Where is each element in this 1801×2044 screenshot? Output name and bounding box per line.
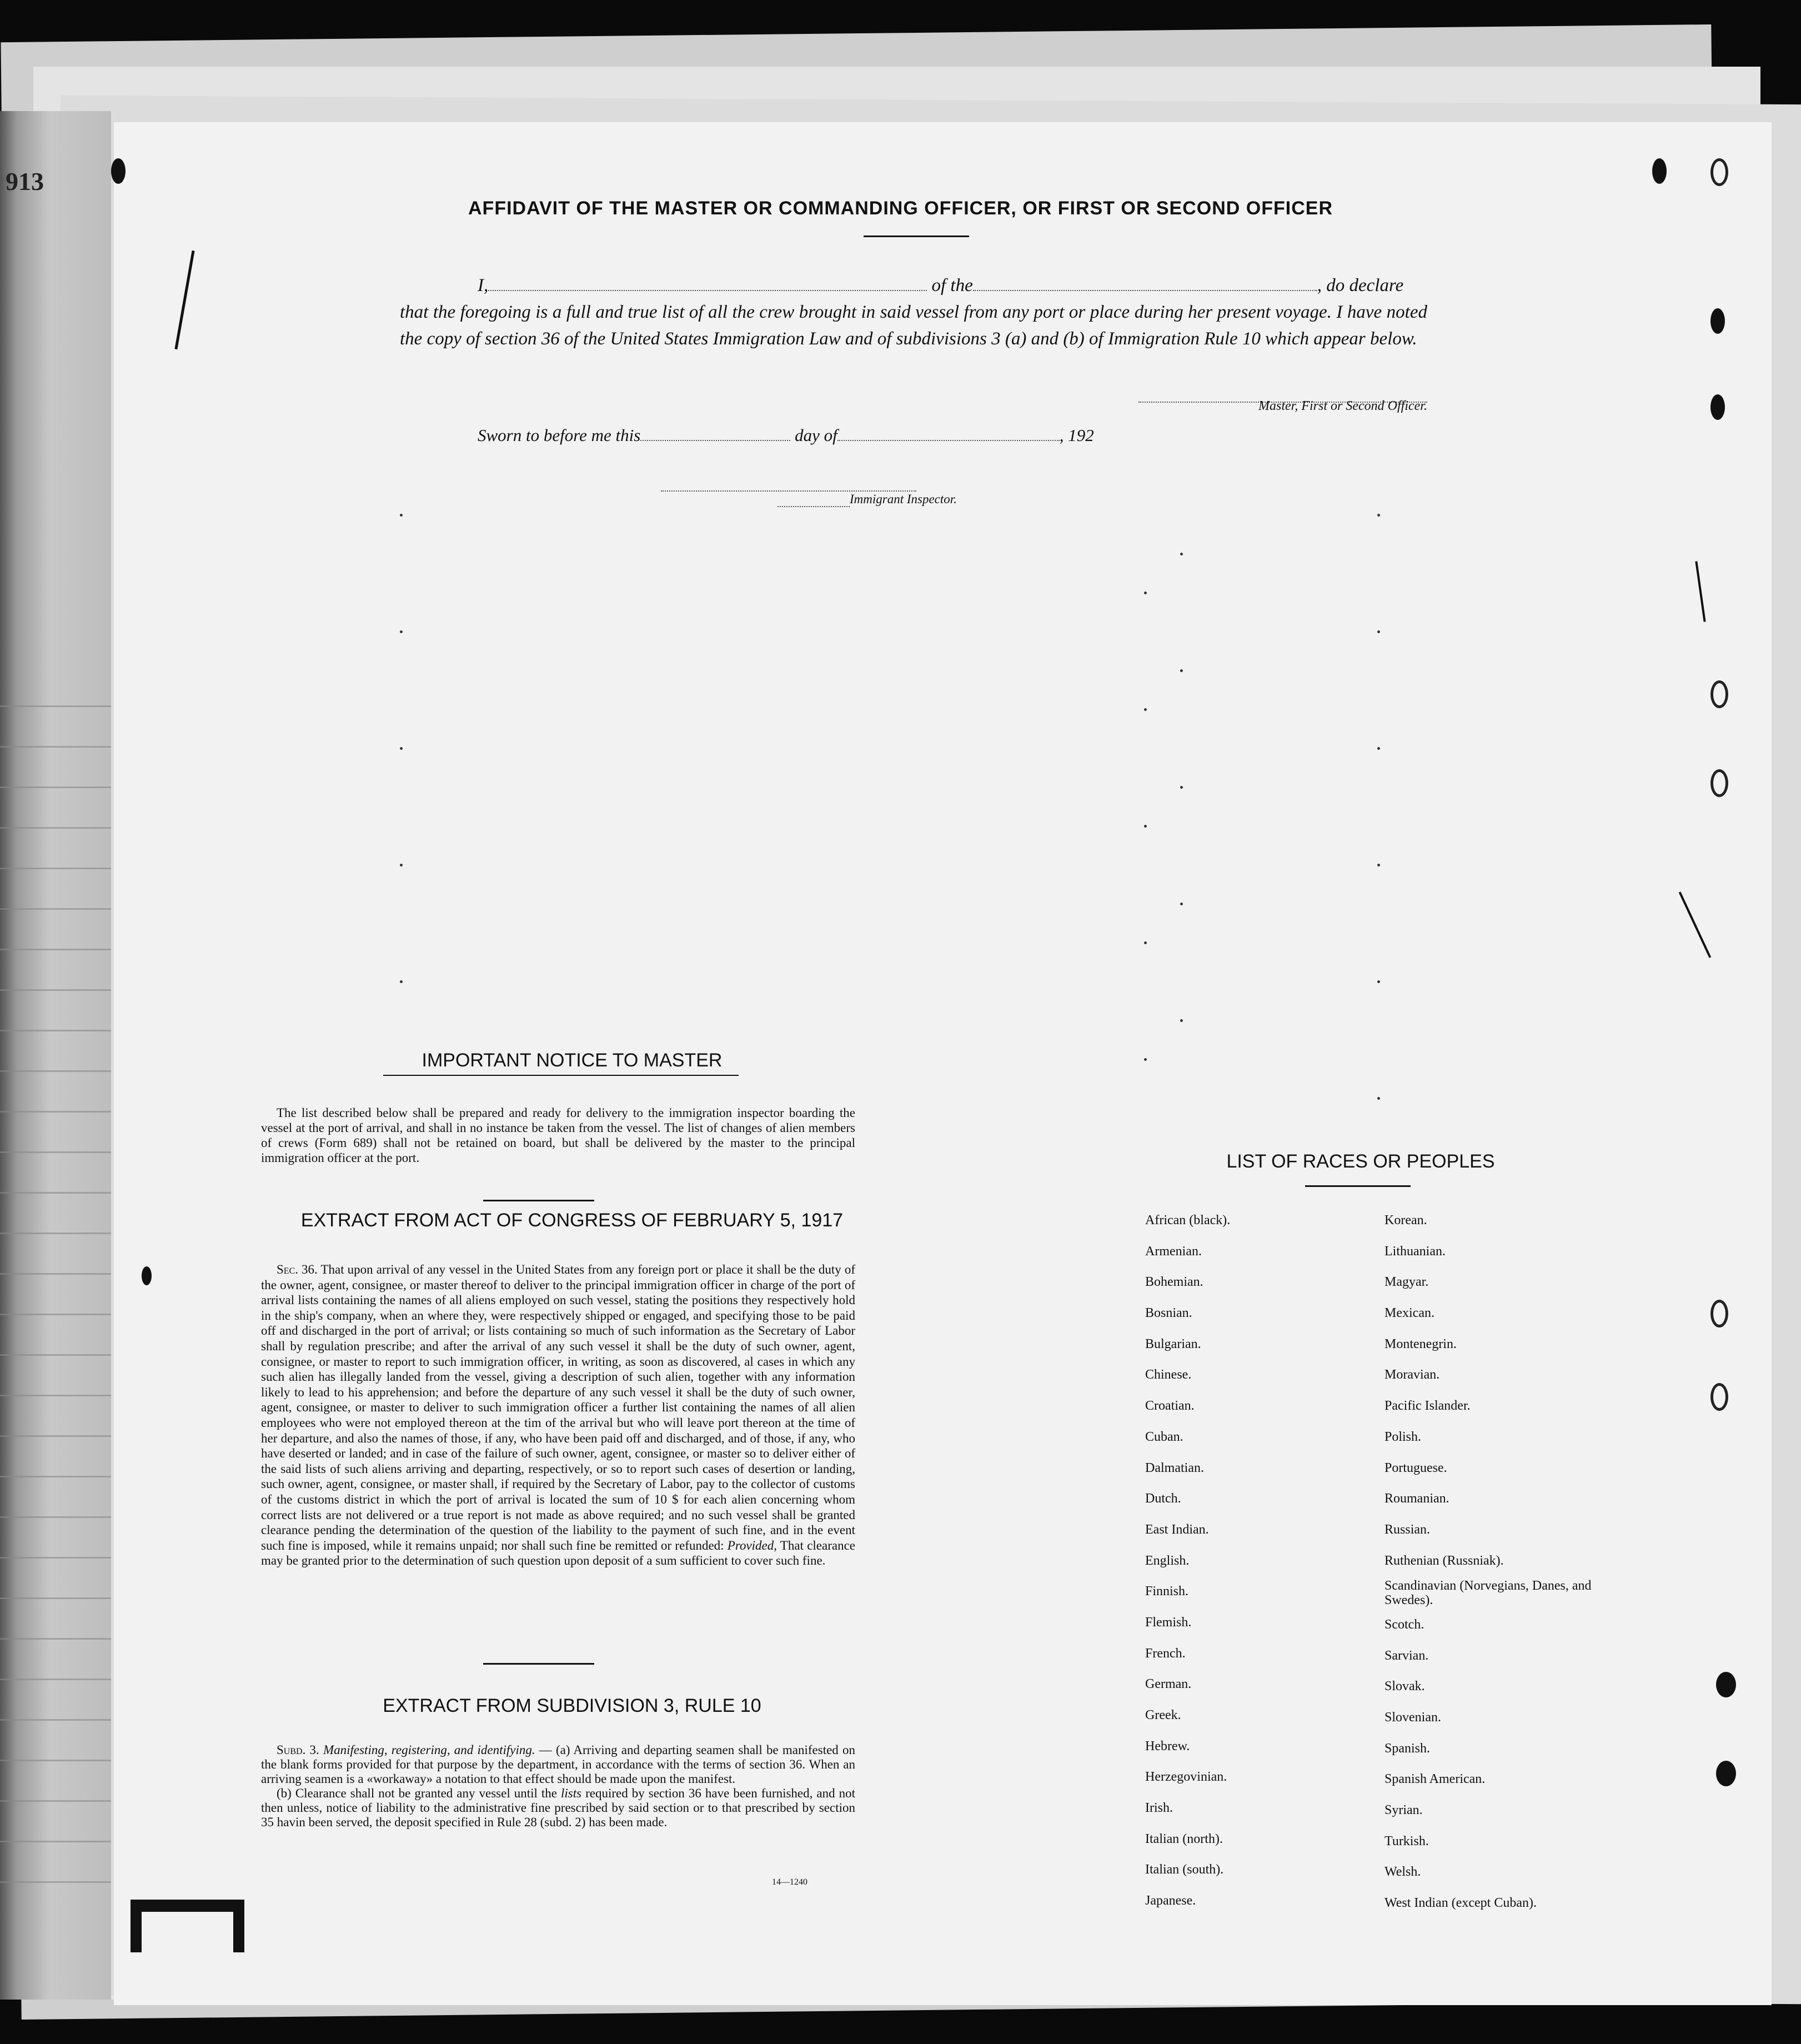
notice-heading: IMPORTANT NOTICE TO MASTER [422, 1050, 723, 1071]
affidavit-declaration [400, 272, 1427, 352]
subd-label: Subd. 3. [277, 1743, 319, 1757]
inspector-blank [661, 485, 916, 492]
binder-hole [1652, 158, 1667, 184]
race-item: Welsh. [1384, 1865, 1421, 1880]
guide-dot [1144, 1058, 1147, 1061]
race-item: Moravian. [1384, 1367, 1440, 1382]
race-item: Italian (south). [1145, 1862, 1224, 1877]
race-item: Korean. [1384, 1213, 1427, 1228]
race-item: Russian. [1384, 1522, 1431, 1537]
section-divider [483, 1663, 594, 1665]
decl-i: I, [478, 275, 489, 295]
sworn-line [478, 425, 1094, 445]
race-item: Spanish American. [1384, 1772, 1486, 1787]
subd-b-prefix: (b) Clearance shall not be granted any vessel until the [277, 1786, 558, 1800]
form-number: 14—1240 [772, 1877, 807, 1887]
extract-rule-heading: EXTRACT FROM SUBDIVISION 3, RULE 10 [383, 1695, 761, 1716]
binder-hole [1710, 680, 1728, 708]
races-heading: LIST OF RACES OR PEOPLES [1226, 1151, 1495, 1172]
race-item: Armenian. [1145, 1244, 1202, 1259]
race-item: Irish. [1145, 1801, 1173, 1816]
guide-dot [1377, 1097, 1380, 1100]
binder-hole [1710, 769, 1728, 797]
race-item: Greek. [1145, 1708, 1181, 1722]
race-item: Roumanian. [1384, 1491, 1449, 1506]
guide-dot [1377, 514, 1380, 517]
race-item: Croatian. [1145, 1399, 1195, 1414]
race-item: Herzegovinian. [1145, 1770, 1227, 1785]
race-item: Finnish. [1145, 1584, 1189, 1599]
subd-b-lists: lists [561, 1786, 582, 1800]
notice-underline [383, 1075, 739, 1076]
sworn-prefix: Sworn to before me this [478, 425, 641, 445]
races-right-column [1384, 1205, 1596, 1919]
extract-act-heading: EXTRACT FROM ACT OF CONGRESS OF FEBRUARY 5, 1917 [300, 1210, 844, 1231]
vessel-blank [973, 284, 1317, 291]
binder-hole [1710, 1383, 1728, 1411]
race-item: Syrian. [1384, 1803, 1423, 1818]
race-item: Portuguese. [1384, 1460, 1447, 1475]
race-item: German. [1145, 1677, 1192, 1692]
clip-mark [131, 1900, 142, 1952]
race-item: Hebrew. [1145, 1739, 1190, 1754]
decl-of-the: of the [931, 275, 973, 295]
guide-dot [1144, 825, 1147, 828]
subdivision-3-text [261, 1743, 855, 1830]
ruled-lines [0, 667, 111, 1888]
guide-dot [400, 864, 403, 866]
subd-b-rest: required by section 36 have been furnished, and not then unless, notice of liability to the administrative fine prescribed by said section or to that prescribed by section 35 havin been served, the deposit specified in Rule 28 (subd. 2) has been made. [261, 1786, 856, 1829]
race-item: Magyar. [1384, 1275, 1429, 1290]
guide-dot [1180, 669, 1183, 672]
guide-dot [1377, 980, 1380, 983]
race-item: Mexican. [1384, 1306, 1434, 1321]
sworn-year: , 192 [1059, 425, 1094, 445]
race-item: Scotch. [1384, 1617, 1424, 1632]
race-item: Montenegrin. [1384, 1336, 1457, 1351]
binder-hole [1710, 394, 1725, 420]
race-item: Lithuanian. [1384, 1244, 1446, 1259]
guide-dot [1377, 747, 1380, 750]
race-item: Sarvian. [1384, 1648, 1429, 1663]
race-item: Ruthenian (Russniak). [1384, 1553, 1504, 1568]
sworn-day: day of [795, 425, 837, 445]
race-item: Scandinavian (Norvegians, Danes, and Swedes). [1384, 1579, 1592, 1608]
race-item: Bulgarian. [1145, 1336, 1201, 1351]
race-item: Italian (north). [1145, 1831, 1223, 1846]
races-divider [1305, 1185, 1411, 1187]
guide-dot [1144, 708, 1147, 711]
race-item: Flemish. [1145, 1615, 1192, 1630]
race-item: Dutch. [1145, 1491, 1181, 1506]
race-item: French. [1145, 1646, 1186, 1661]
guide-dot [400, 747, 403, 750]
month-blank [837, 434, 1060, 441]
proviso-text: That clearance may be granted prior to the determination of such question upon deposit of a sum sufficient to cover such fine. [261, 1538, 855, 1568]
clip-mark [233, 1900, 244, 1952]
race-item: West Indian (except Cuban). [1384, 1896, 1537, 1911]
race-item: Pacific Islander. [1384, 1399, 1471, 1414]
race-item: Japanese. [1145, 1893, 1196, 1908]
affidavit-title: AFFIDAVIT OF THE MASTER OR COMMANDING OFFICER, OR FIRST OR SECOND OFFICER [468, 198, 1333, 219]
races-left-column [1145, 1205, 1230, 1917]
race-item: Dalmatian. [1145, 1460, 1204, 1475]
left-stacked-edge [0, 111, 111, 2000]
decl-body: that the foregoing is a full and true list of all the crew brought in said vessel from any port or place during her present voyage. I have noted the copy of section 36 of the United States Immigration Law and of subdivisions 3 (a) and (b) of Immigration Rule 10 which appear below. [400, 302, 1427, 349]
clip-mark [131, 1900, 242, 1912]
decl-do-declare: , do declare [1317, 275, 1404, 295]
race-item: English. [1145, 1553, 1190, 1568]
notice-text: The list described below shall be prepared and ready for delivery to the immigration inspector boarding the vessel at the port of arrival, and shall in no instance be taken from the vessel. The list of changes of alien members of crews (Form 689) shall not be retained on board, but shall be delivered by the master to the principal immigration officer at the port. [261, 1106, 855, 1165]
sec-text: That upon arrival of any vessel in the United States from any foreign port or place it shall be the duty of the owner, agent, consignee, or master thereof to deliver to the principal immigration officer in charge of the port of arrival lists containing the names of all aliens employed on such vessel, stating the positions they respectively hold in the ship's company, when an where they, were respectively shipped or engaged, and specifying those to be paid off and discharged in the port of arrival; or lists containing so much of such information as the Secretary of Labor shall by regulation prescribe; and after the arrival of any such vessel it shall be the duty of such owner, agent, consignee, or master to report to such immigration officer, in writing, as soon as discovered, al cases in which any such alien has illegally landed from the vessel, giving a description of such alien, together with any information likely to lead to his apprehension; and before the departure of any such vessel it shall be the duty of such owner, agent, consignee, or master to deliver to such immigration officer a further list containing the names of all alien employees who were not employed thereon at the tim of the arrival but who will leave port thereon at the time of her departure, and also the names of those, if any, who have been paid off and discharged, and of those, if any, who have deserted or landed; and in case of the failure of such owner, agent, consignee, or master so to deliver either of the said lists of such aliens arriving and departing, respectively, or so to report such cases of desertion or landing, such owner, agent, consignee, or master shall, if required by the Secretary of Labor, pay to the collector of customs of the customs district in which the port of arrival is located the sum of 10 $ for each alien concerning whom correct lists are not delivered or a true report is not made as above required; and no such vessel shall be granted clearance pending the determination of the question of the liability to the payment of such fine, and in the event such fine is imposed, while it remains unpaid; nor shall such fine be remitted or refunded: [261, 1263, 855, 1552]
race-item: East Indian. [1145, 1522, 1209, 1537]
race-item: Bohemian. [1145, 1275, 1203, 1290]
guide-dot [1377, 864, 1380, 866]
sec-label: Sec. 36. [277, 1263, 318, 1276]
race-item: Turkish. [1384, 1833, 1429, 1848]
guide-dot [400, 980, 403, 983]
inspector-blank-2 [777, 500, 850, 507]
inspector-label: Immigrant Inspector. [850, 492, 957, 506]
proviso-label: Provided, [727, 1538, 777, 1552]
race-item: Slovak. [1384, 1679, 1425, 1694]
binder-hole [1710, 1300, 1728, 1327]
race-item: Bosnian. [1145, 1306, 1192, 1321]
subd-title: Manifesting, registering, and identifying. [323, 1743, 535, 1757]
guide-dot [1377, 630, 1380, 633]
binder-hole [111, 158, 126, 184]
name-blank [488, 284, 927, 291]
guide-dot [1180, 786, 1183, 789]
subd-a: — (a) Arriving and departing seamen shall be manifested on the blank forms provided for that purpose by the department, in accordance with the terms of section 36. When an arriving seamen is a «workaway» a notation to that effect should be made upon the manifest. [261, 1743, 855, 1786]
binder-hole [142, 1266, 152, 1285]
title-divider [864, 236, 969, 237]
signature-label: Master, First or Second Officer. [1258, 399, 1427, 413]
guide-dot [1144, 592, 1147, 594]
guide-dot [1180, 903, 1183, 905]
binder-hole [1716, 1761, 1736, 1786]
section-36-text [261, 1262, 855, 1569]
binder-hole [1716, 1672, 1736, 1697]
guide-dot [1144, 941, 1147, 944]
race-item: African (black). [1145, 1213, 1231, 1228]
binder-hole [1710, 158, 1728, 186]
margin-fragment: 913 [6, 167, 44, 196]
race-item: Slovenian. [1384, 1710, 1441, 1725]
race-item: Polish. [1384, 1429, 1422, 1444]
guide-dot [1180, 1019, 1183, 1022]
section-divider [483, 1200, 594, 1201]
guide-dot [1180, 553, 1183, 555]
race-item: Cuban. [1145, 1429, 1183, 1444]
race-item: Spanish. [1384, 1741, 1431, 1756]
binder-hole [1710, 308, 1725, 334]
guide-dot [400, 514, 403, 517]
day-blank [640, 434, 790, 441]
race-item: Chinese. [1145, 1367, 1192, 1382]
guide-dot [400, 630, 403, 633]
